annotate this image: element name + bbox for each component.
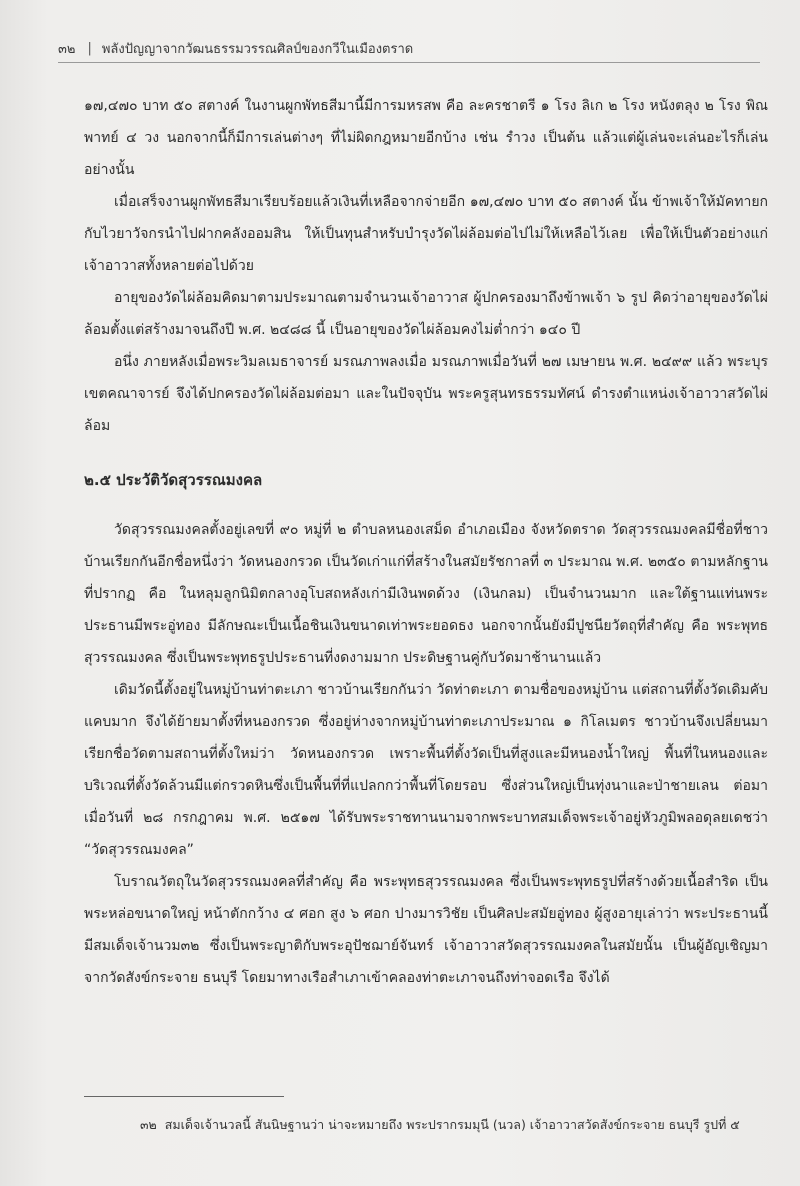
header-separator: | xyxy=(87,40,92,56)
body-text xyxy=(84,90,768,994)
running-header xyxy=(58,36,760,60)
paragraph: เดิมวัดนี้ตั้งอยู่ในหมู่บ้านท่าตะเภา ชาวบ้านเรียกกันว่า วัดท่าตะเภา ตามชื่อของหมู่บ้าน แต่สถานที่ตั้งวัดเดิมคับแคบมาก จึงได้ย้ายมาตั้งที่หนองกรวด ซึ่งอยู่ห่างจากหมู่บ้านท่าตะเภาประมาณ ๑ กิโลเมตร ชาวบ้านจึงเปลี่ยนมาเรียกชื่อวัดตามสถานที่ตั้งใหม่ว่า วัดหนองกรวด เพราะพื้นที่ตั้งวัดเป็นที่สูงและมีหนองน้ำใหญ่ พื้นที่ในหนองและบริเวณที่ตั้งวัดล้วนมีแต่กรวดหินซึ่งเป็นพื้นที่ที่แปลกกว่าพื้นที่โดยรอบ ซึ่งส่วนใหญ่เป็นทุ่งนาและป่าชายเลน ต่อมาเมื่อวันที่ ๒๘ กรกฎาคม พ.ศ. ๒๕๑๗ ได้รับพระราชทานนามจากพระบาทสมเด็จพระเจ้าอยู่หัวภูมิพลอดุลยเดชว่า “วัดสุวรรณมงคล” xyxy=(84,682,768,858)
running-title: พลังปัญญาจากวัฒนธรรมวรรณศิลป์ของกวีในเมืองตราด xyxy=(101,41,414,57)
footnote xyxy=(140,1116,780,1134)
footnote-text: สมเด็จเจ้านวลนี้ สันนิษฐานว่า น่าจะหมายถึง พระปรากรมมุนี (นวล) เจ้าอาวาสวัดสังข์กระจาย ธนบุรี รูปที่ ๕ xyxy=(164,1117,740,1132)
paragraph: เมื่อเสร็จงานผูกพัทธสีมาเรียบร้อยแล้วเงินที่เหลือจากจ่ายอีก ๑๗,๔๗๐ บาท ๕๐ สตางค์ นั้น ข้าพเจ้าให้มัคทายกกับไวยาวัจกรนำไปฝากคลังออมสิน ให้เป็นทุนสำหรับบำรุงวัดไผ่ล้อมต่อไปไม่ให้เหลือไว้เลย เพื่อให้เป็นตัวอย่างแก่เจ้าอาวาสทั้งหลายต่อไปด้วย xyxy=(84,194,768,274)
footnote-rule xyxy=(84,1096,284,1097)
section-heading: ๒.๕ ประวัติวัดสุวรรณมงคล xyxy=(84,471,263,489)
paragraph: อนึ่ง ภายหลังเมื่อพระวิมลเมธาจารย์ มรณภาพลงเมื่อ มรณภาพเมื่อวันที่ ๒๗ เมษายน พ.ศ. ๒๔๙๙ แล้ว พระบุรเขตคณาจารย์ จึงได้ปกครองวัดไผ่ล้อมต่อมา และในปัจจุบัน พระครูสุนทรธรรมทัศน์ ดำรงตำแหน่งเจ้าอาวาสวัดไผ่ล้อม xyxy=(84,354,768,434)
paragraph: อายุของวัดไผ่ล้อมคิดมาตามประมาณตามจำนวนเจ้าอาวาส ผู้ปกครองมาถึงข้าพเจ้า ๖ รูป คิดว่าอายุของวัดไผ่ล้อมตั้งแต่สร้างมาจนถึงปี พ.ศ. ๒๔๘๘ นี้ เป็นอายุของวัดไผ่ล้อมคงไม่ต่ำกว่า ๑๔๐ ปี xyxy=(84,290,768,338)
paragraph: ๑๗,๔๗๐ บาท ๕๐ สตางค์ ในงานผูกพัทธสีมานี้มีการมหรสพ คือ ละครชาตรี ๑ โรง ลิเก ๒ โรง หนังตลุง ๒ โรง พิณพาทย์ ๔ วง นอกจากนี้ก็มีการเล่นต่างๆ ที่ไม่ผิดกฎหมายอีกบ้าง เช่น รำวง เป็นต้น แล้วแต่ผู้เล่นจะเล่นอะไรก็เล่นอย่างนั้น xyxy=(84,98,768,178)
footnote-mark: ๓๒ xyxy=(140,1117,157,1132)
header-rule xyxy=(58,62,760,63)
page-number: ๓๒ xyxy=(58,41,76,57)
paragraph: โบราณวัตถุในวัดสุวรรณมงคลที่สำคัญ คือ พระพุทธสุวรรณมงคล ซึ่งเป็นพระพุทธรูปที่สร้างด้วยเนื้อสำริด เป็นพระหล่อขนาดใหญ่ หน้าตักกว้าง ๔ ศอก สูง ๖ ศอก ปางมารวิชัย เป็นศิลปะสมัยอู่ทอง ผู้สูงอายุเล่าว่า พระประธานนี้มีสมเด็จเจ้านวม๓๒ ซึ่งเป็นพระญาติกับพระอุปัชฌาย์จันทร์ เจ้าอาวาสวัดสุวรรณมงคลในสมัยนั้น เป็นผู้อัญเชิญมาจากวัดสังข์กระจาย ธนบุรี โดยมาทางเรือสำเภาเข้าคลองท่าตะเภาจนถึงท่าจอดเรือ จึงได้ xyxy=(84,874,768,986)
paragraph: วัดสุวรรณมงคลตั้งอยู่เลขที่ ๙๐ หมู่ที่ ๒ ตำบลหนองเสม็ด อำเภอเมือง จังหวัดตราด วัดสุวรรณมงคลมีชื่อที่ชาวบ้านเรียกกันอีกชื่อหนึ่งว่า วัดหนองกรวด เป็นวัดเก่าแก่ที่สร้างในสมัยรัชกาลที่ ๓ ประมาณ พ.ศ. ๒๓๕๐ ตามหลักฐานที่ปรากฏ คือ ในหลุมลูกนิมิตกลางอุโบสถหลังเก่ามีเงินพดด้วง (เงินกลม) เป็นจำนวนมาก และใต้ฐานแท่นพระประธานมีพระอู่ทอง มีลักษณะเป็นเนื้อชินเงินขนาดเท่าพระยอดธง นอกจากนั้นยังมีปูชนียวัตถุที่สำคัญ คือ พระพุทธสุวรรณมงคล ซึ่งเป็นพระพุทธรูปประธานที่งดงามมาก ประดิษฐานคู่กับวัดมาช้านานแล้ว xyxy=(84,522,768,666)
